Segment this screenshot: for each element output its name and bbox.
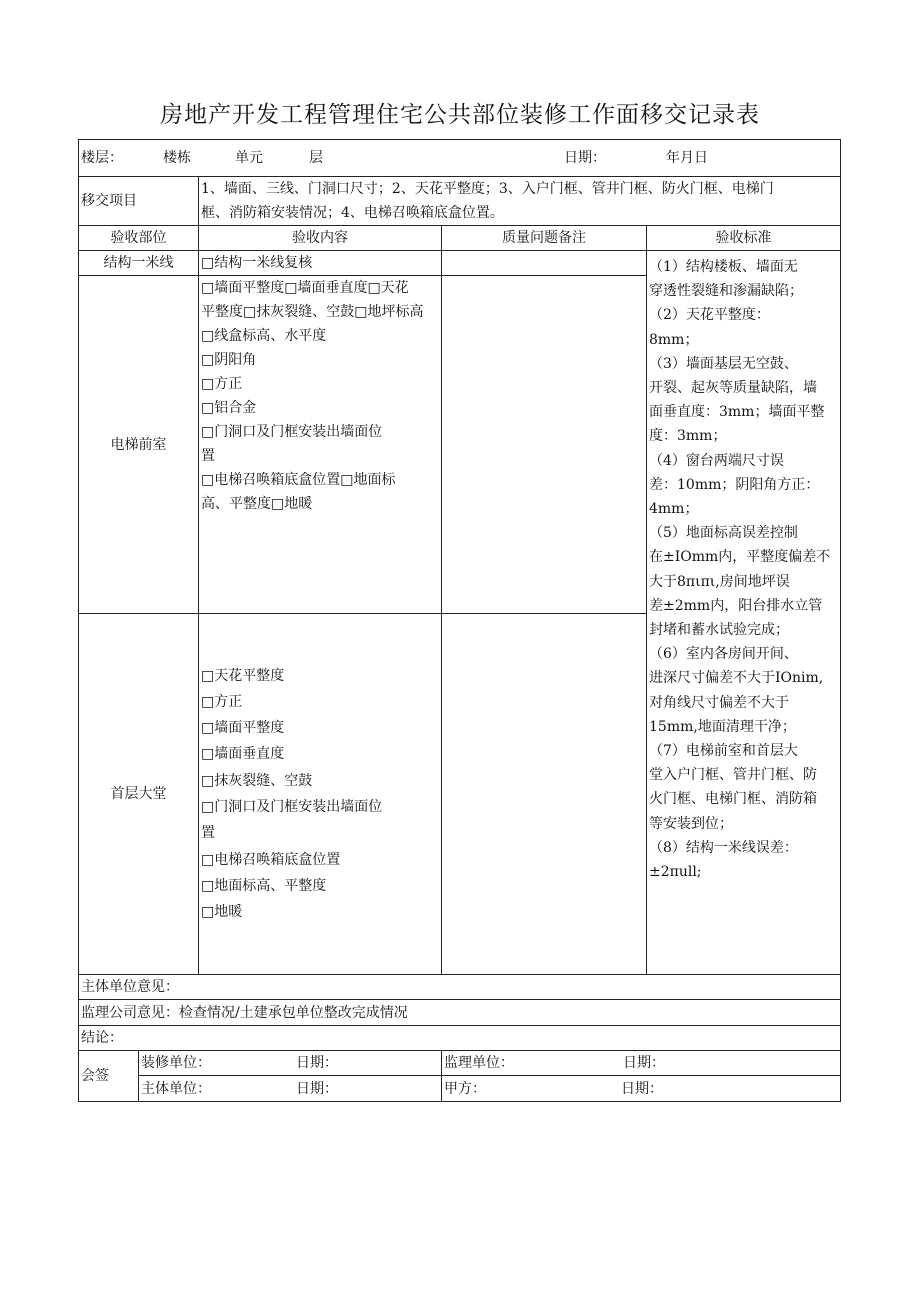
standard-line: 大于8πιπι,房间地坪误: [649, 573, 790, 590]
owner-opinion-row: [79, 975, 841, 1000]
checklist-item: □墙面平整度□墙面垂直度□天花: [201, 280, 409, 296]
standard-line: （1）结构楼板、墙面无: [649, 259, 798, 275]
checklist-item: □门洞口及门框安装出墙面位: [201, 799, 383, 815]
supervisor-opinion: 监理公司意见：检查情况/土建承包单位整改完成情况: [79, 1000, 841, 1026]
structure-remarks: [442, 251, 647, 276]
party-a-label: 甲方：: [444, 1080, 486, 1097]
signoff-date-label: 日期：: [296, 1055, 338, 1071]
structure-row: [79, 251, 841, 276]
standard-line: 在±IOmm内，平整度偏差不: [649, 549, 831, 566]
standard-line: 等安装到位；: [649, 815, 733, 832]
checklist-item: □线盒标高、水平度: [201, 328, 327, 344]
handover-line-1: 1、墙面、三线、门洞口尺寸；2、天花平整度；3、入户门框、管井门框、防火门框、电梯门: [201, 181, 774, 197]
checklist-item: □地暖: [201, 904, 243, 921]
checklist-item: 置: [201, 448, 215, 464]
floor-row: [79, 140, 841, 177]
signoff-row-2: [79, 1076, 841, 1102]
standard-line: 对角线尺寸偏差不大于: [649, 694, 789, 711]
checklist-item: □铝合金: [201, 400, 257, 416]
standard-line: 封堵和蓄水试验完成；: [649, 622, 789, 639]
supervision-unit-label: 监理单位：: [444, 1055, 514, 1071]
standard-line: （2）天花平整度：: [649, 307, 770, 324]
ground-lobby-area: 首层大堂: [79, 614, 199, 975]
standard-line: （7）电梯前室和首层大: [649, 743, 798, 760]
col-header-area: 验收部位: [79, 226, 199, 251]
checklist-item: □阴阳角: [201, 352, 257, 368]
signoff-date-label: 日期：: [623, 1055, 665, 1071]
checklist-item: 平整度□抹灰裂缝、空鼓□地坪标高: [201, 304, 424, 320]
standard-line: 进深尺寸偏差不大于IOnim,: [649, 670, 824, 687]
supervisor-opinion-row: [79, 1000, 841, 1026]
handover-form-table: [78, 139, 841, 1102]
signoff-label: 会签: [79, 1051, 139, 1102]
standard-line: 面垂直度：3mm；墙面平整: [649, 404, 825, 421]
standard-line: （4）窗台两端尺寸误: [649, 452, 784, 469]
conclusion-row: [79, 1026, 841, 1051]
handover-line-2: 框、消防箱安装情况；4、电梯召唤箱底盒位置。: [201, 205, 504, 221]
date-label: 日期：: [564, 150, 606, 166]
standard-line: （8）结构一米线误差：: [649, 839, 798, 856]
col-header-remarks: 质量问题备注: [442, 226, 647, 251]
building-label: 楼栋: [163, 150, 191, 166]
elevator-lobby-remarks: [442, 276, 647, 614]
column-header-row: [79, 226, 841, 251]
elevator-lobby-area: 电梯前室: [79, 276, 199, 614]
col-header-content: 验收内容: [199, 226, 442, 251]
checklist-item: □抹灰裂缝、空鼓: [201, 772, 313, 789]
standard-line: 堂入户门框、管井门框、防: [649, 767, 817, 784]
elevator-lobby-content: [199, 276, 442, 614]
ground-lobby-remarks: [442, 614, 647, 975]
handover-label: 移交项目: [79, 177, 199, 226]
main-unit-label: 主体单位：: [141, 1080, 211, 1097]
decor-unit-label: 装修单位：: [141, 1055, 211, 1071]
checklist-item: □天花平整度: [201, 667, 285, 684]
standard-line: 8mm；: [649, 331, 699, 348]
structure-area: 结构一米线: [79, 251, 199, 276]
standard-line: （6）室内各房间开间、: [649, 646, 798, 663]
col-header-standard: 验收标准: [647, 226, 841, 251]
standard-line: 15mm,地面清理干净；: [649, 718, 796, 735]
standard-line: 4mm；: [649, 501, 699, 518]
checklist-item: □门洞口及门框安装出墙面位: [201, 424, 383, 440]
standard-line: 差±2mm内，阳台排水立管: [649, 597, 823, 614]
standard-line: 差：10mm；阴阳角方正：: [649, 476, 820, 493]
standard-line: 火门框、电梯门框、消防箱: [649, 791, 817, 808]
checklist-item: 置: [201, 825, 215, 842]
page-title: 房地产开发工程管理住宅公共部位装修工作面移交记录表: [160, 102, 760, 128]
standard-line: ±2πull;: [649, 864, 702, 881]
unit-label: 单元: [235, 150, 263, 166]
signoff-row-1: [79, 1051, 841, 1076]
checklist-item: 高、平整度□地暖: [201, 496, 313, 512]
floor-label: 楼层：: [81, 150, 123, 166]
checklist-item: □墙面平整度: [201, 720, 285, 737]
checklist-item: □电梯召唤箱底盒位置□地面标: [201, 472, 396, 488]
level-label: 层: [309, 150, 323, 166]
standard-line: （5）地面标高误差控制: [649, 525, 798, 542]
handover-items: [199, 177, 841, 226]
structure-content: □结构一米线复核: [199, 251, 442, 276]
signoff-date-label: 日期：: [296, 1080, 338, 1097]
checklist-item: □地面标高、平整度: [201, 877, 327, 894]
signoff-date-label: 日期：: [621, 1080, 663, 1097]
acceptance-standard: [647, 251, 841, 975]
standard-line: （3）墙面基层无空鼓、: [649, 355, 798, 372]
checklist-item: □电梯召唤箱底盒位置: [201, 851, 341, 868]
handover-row: [79, 177, 841, 226]
standard-line: 穿透性裂缝和渗漏缺陷；: [649, 283, 803, 300]
standard-line: 度：3mm；: [649, 428, 727, 445]
checklist-item: □方正: [201, 376, 243, 392]
checklist-item: □方正: [201, 693, 243, 710]
conclusion: 结论：: [79, 1026, 841, 1051]
standard-line: 开裂、起灰等质量缺陷，墙: [649, 380, 817, 397]
checklist-item: □墙面垂直度: [201, 746, 285, 763]
owner-opinion: 主体单位意见：: [79, 975, 841, 1000]
date-value: 年月日: [666, 150, 708, 166]
ground-lobby-content: [199, 614, 442, 975]
